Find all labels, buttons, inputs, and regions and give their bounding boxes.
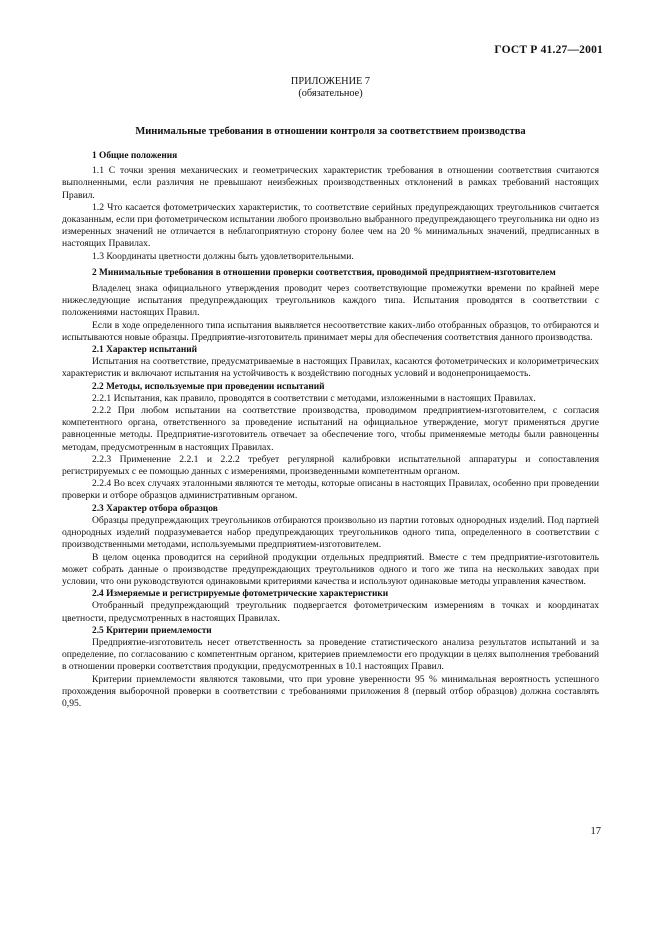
paragraph-1-2: 1.2 Что касается фотометрических характеристик, то соответствие серийных предупреждающих треугольников считается доказанным, если при фотометрическом испытании любого произвольно выбранного предупреждающего треугольника ни одно из измеренных значений не отличается в неблагоприятную сторону более чем на 20 % минимальных значений, предписанных в настоящих Правилах.: [62, 201, 599, 250]
section-2-heading: 2 Минимальные требования в отношении проверки соответствия, проводимой предприятием-изготовителем: [92, 267, 556, 278]
page-number: 17: [590, 826, 601, 837]
paragraph-1-3: 1.3 Координаты цветности должны быть удовлетворительными.: [92, 250, 354, 262]
appendix-status: (обязательное): [298, 88, 363, 99]
paragraph-2-3-1: Образцы предупреждающих треугольников отбираются произвольно из партии готовых однородных изделий. Под партией однородных изделий подразумевается набор предупреждающих треугольников одного типа, определенного в соответствии с производственными методами, используемыми предприятием-изготовителем.: [62, 514, 599, 551]
paragraph-2-intro-2: Если в ходе определенного типа испытания выявляется несоответствие каких-либо отобранных образцов, то отбираются и испытываются новые образцы. Предприятие-изготовитель принимает меры для обеспечения соответствия данного производства.: [62, 319, 599, 343]
paragraph-2-2-2: 2.2.2 При любом испытании на соответствие производства, проводимом предприятием-изготовителем, с согласия компетентного органа, ответственного за проведение испытаний на официальное утверждение, могут применяться другие равноценные методы. Предприятие-изготовитель отвечает за обеспечение того, чтобы применяемые методы были равноценны методам, предусмотренным в настоящих Правилах.: [62, 405, 599, 453]
paragraph-2-intro-1: Владелец знака официального утверждения проводит через соответствующие промежутки времени по крайней мере нижеследующие испытания предупреждающих треугольников каждого типа. Испытания проводятся в соответствии с положениями настоящих Правил.: [62, 283, 599, 319]
paragraph-2-2-4: 2.2.4 Во всех случаях эталонными являются те методы, которые описаны в настоящих Правилах, особенно при проведении проверки и отборе образцов административным органом.: [62, 478, 599, 502]
appendix-title: Минимальные требования в отношении контроля за соответствием производства: [135, 126, 526, 137]
section-1-heading: 1 Общие положения: [92, 151, 178, 161]
subsection-2-1-heading: 2.1 Характер испытаний: [92, 345, 198, 356]
paragraph-1-1: 1.1 С точки зрения механических и геометрических характеристик требования в отношении соответствия считаются выполненными, если различия не превышают неизбежных производственных отклонений в рамках требований настоящих Правил.: [62, 165, 599, 201]
paragraph-2-1: Испытания на соответствие, предусматриваемые в настоящих Правилах, касаются фотометрических и колориметрических характеристик и включают испытания на устойчивость к воздействию погодных условий и водонепроницаемость.: [62, 356, 599, 380]
paragraph-2-5-1: Предприятие-изготовитель несет ответственность за проведение статистического анализа результатов испытаний и за определение, по согласованию с компетентным органом, критериев приемлемости его продукции в целях выполнения требований в отношении проверки соответствия продукции, предусмотренных в 10.1 настоящих Правил.: [62, 636, 599, 673]
paragraph-2-4: Отобранный предупреждающий треугольник подвергается фотометрическим измерениям в точках и координатах цветности, предусмотренных в настоящих Правилах.: [62, 600, 599, 624]
appendix-label: ПРИЛОЖЕНИЕ 7: [290, 76, 371, 87]
appendix-heading: [0, 76, 661, 100]
paragraph-2-2-1: 2.2.1 Испытания, как правило, проводятся в соответствии с методами, изложенными в настоящих Правилах.: [92, 392, 536, 404]
paragraph-2-3-2: В целом оценка проводится на серийной продукции отдельных предприятий. Вместе с тем предприятие-изготовитель может собрать данные о производстве предупреждающих треугольников одного и того же типа на нескольких заводах при условии, что они руководствуются одинаковыми критериями качества и используют одинаковые методы управления качеством.: [62, 551, 599, 587]
subsection-2-4-heading: 2.4 Измеряемые и регистрируемые фотометрические характеристики: [92, 589, 389, 600]
subsection-2-3-heading: 2.3 Характер отбора образцов: [92, 503, 218, 514]
document-code-header: ГОСТ Р 41.27—2001: [494, 44, 603, 56]
paragraph-2-5-2: Критерии приемлемости являются таковыми, что при уровне уверенности 95 % минимальная вероятность успешного прохождения выборочной проверки в соответствии с требованиями приложения 8 (первый отбор образцов) должна составлять 0,95.: [62, 673, 599, 709]
document-body: [62, 150, 599, 710]
subsection-2-5-heading: 2.5 Критерии приемлемости: [92, 625, 212, 636]
subsection-2-2-heading: 2.2 Методы, используемые при проведении испытаний: [92, 381, 325, 392]
paragraph-2-2-3: 2.2.3 Применение 2.2.1 и 2.2.2 требует регулярной калибровки испытательной аппаратуры и сопоставления регистрируемых с ее помощью данных с измерениями, произведенными компетентным органом.: [62, 453, 599, 478]
